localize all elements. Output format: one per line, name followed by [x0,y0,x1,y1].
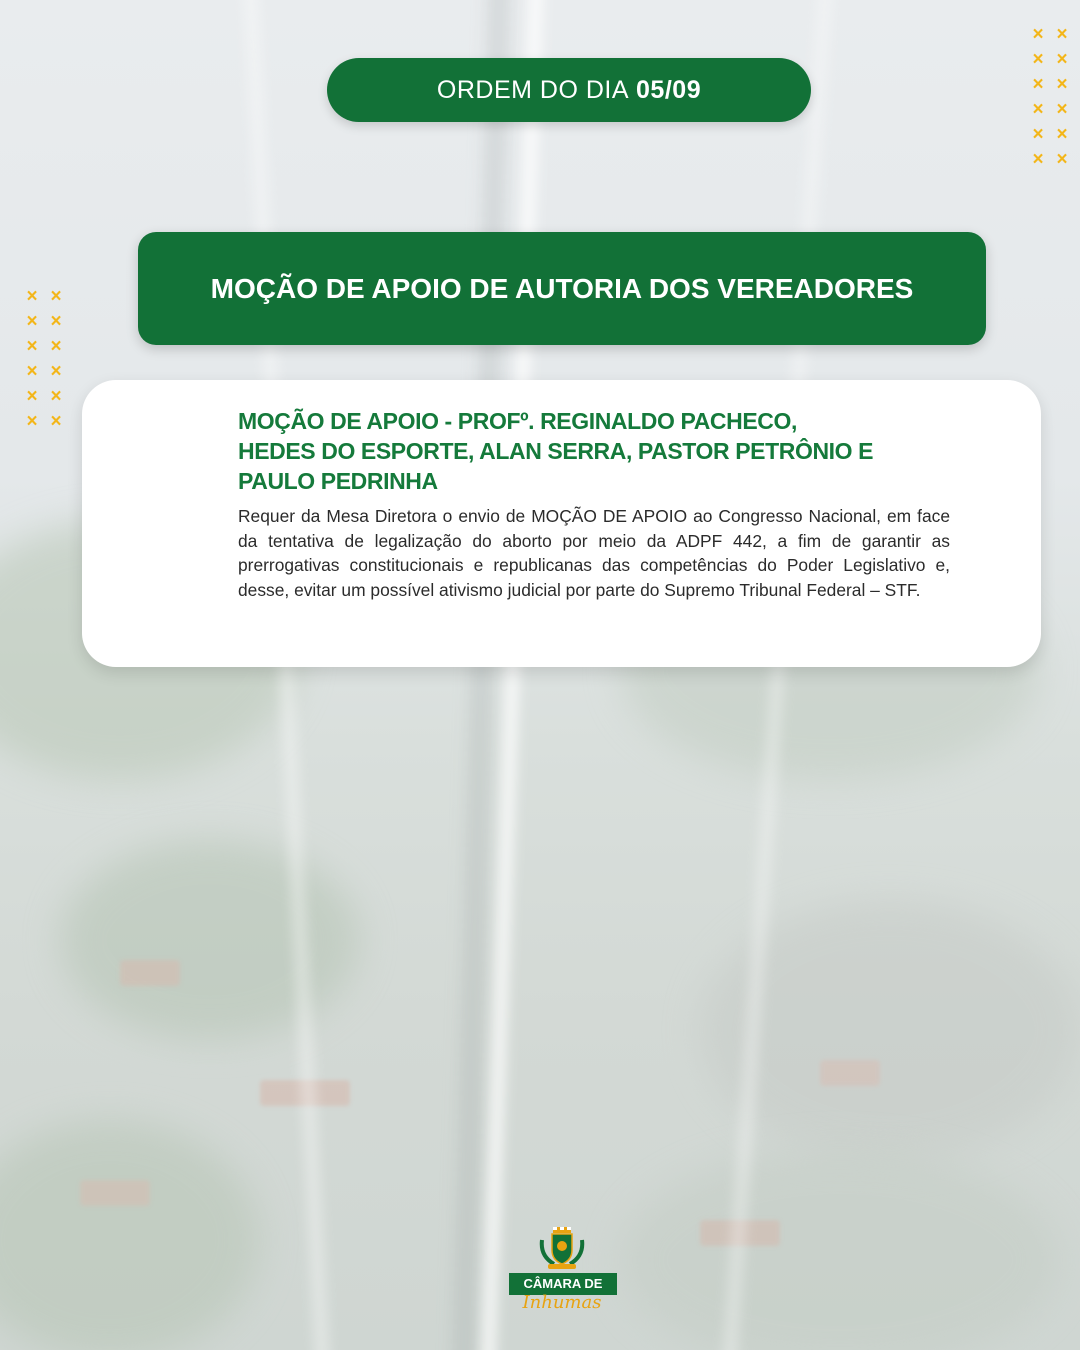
coat-of-arms-icon [538,1226,586,1270]
logo-script: Inhumas [522,1292,602,1313]
x-mark-icon: × [1056,49,1068,70]
x-mark-icon: × [50,386,62,407]
x-mark-icon: × [26,286,38,307]
camara-logo [506,1226,618,1318]
decorative-x-pattern-left [20,288,68,431]
x-mark-icon: × [1032,149,1044,170]
logo-label: CÂMARA DE [509,1273,617,1295]
x-mark-icon: × [26,411,38,432]
agenda-date: 05/09 [636,75,702,104]
x-mark-icon: × [26,361,38,382]
x-mark-icon: × [1056,124,1068,145]
agenda-date-pill [327,58,811,122]
decorative-x-pattern-top-right [1026,26,1074,169]
x-mark-icon: × [50,361,62,382]
agenda-label: ORDEM DO DIA [436,75,630,104]
x-mark-icon: × [26,386,38,407]
x-mark-icon: × [1056,149,1068,170]
x-mark-icon: × [50,286,62,307]
x-mark-icon: × [1032,49,1044,70]
x-mark-icon: × [1056,74,1068,95]
motion-card [82,380,1041,667]
x-mark-icon: × [1056,24,1068,45]
x-mark-icon: × [26,311,38,332]
x-mark-icon: × [50,336,62,357]
x-mark-icon: × [1056,99,1068,120]
motion-title [238,406,918,496]
section-banner [138,232,986,345]
x-mark-icon: × [1032,124,1044,145]
motion-description: Requer da Mesa Diretora o envio de MOÇÃO DE APOIO ao Congresso Nacional, em face da tentativa de legalização do aborto por meio da ADPF 442, a fim de garantir as prerrogativas constitucionais e republicanas das competências do Poder Legislativo e, desse, evitar um possível ativismo judicial por parte do Supremo Tribunal Federal – STF. [238,506,950,600]
x-mark-icon: × [1032,24,1044,45]
motion-title-line: PAULO PEDRINHA [238,468,438,494]
x-mark-icon: × [50,411,62,432]
x-mark-icon: × [1032,99,1044,120]
x-mark-icon: × [1032,74,1044,95]
x-mark-icon: × [50,311,62,332]
section-title: MOÇÃO DE APOIO DE AUTORIA DOS VEREADORES [210,272,914,304]
motion-title-line: HEDES DO ESPORTE, ALAN SERRA, PASTOR PETRÔNIO E [238,438,874,464]
motion-title-line: MOÇÃO DE APOIO - PROFº. REGINALDO PACHECO, [238,408,797,434]
x-mark-icon: × [26,336,38,357]
